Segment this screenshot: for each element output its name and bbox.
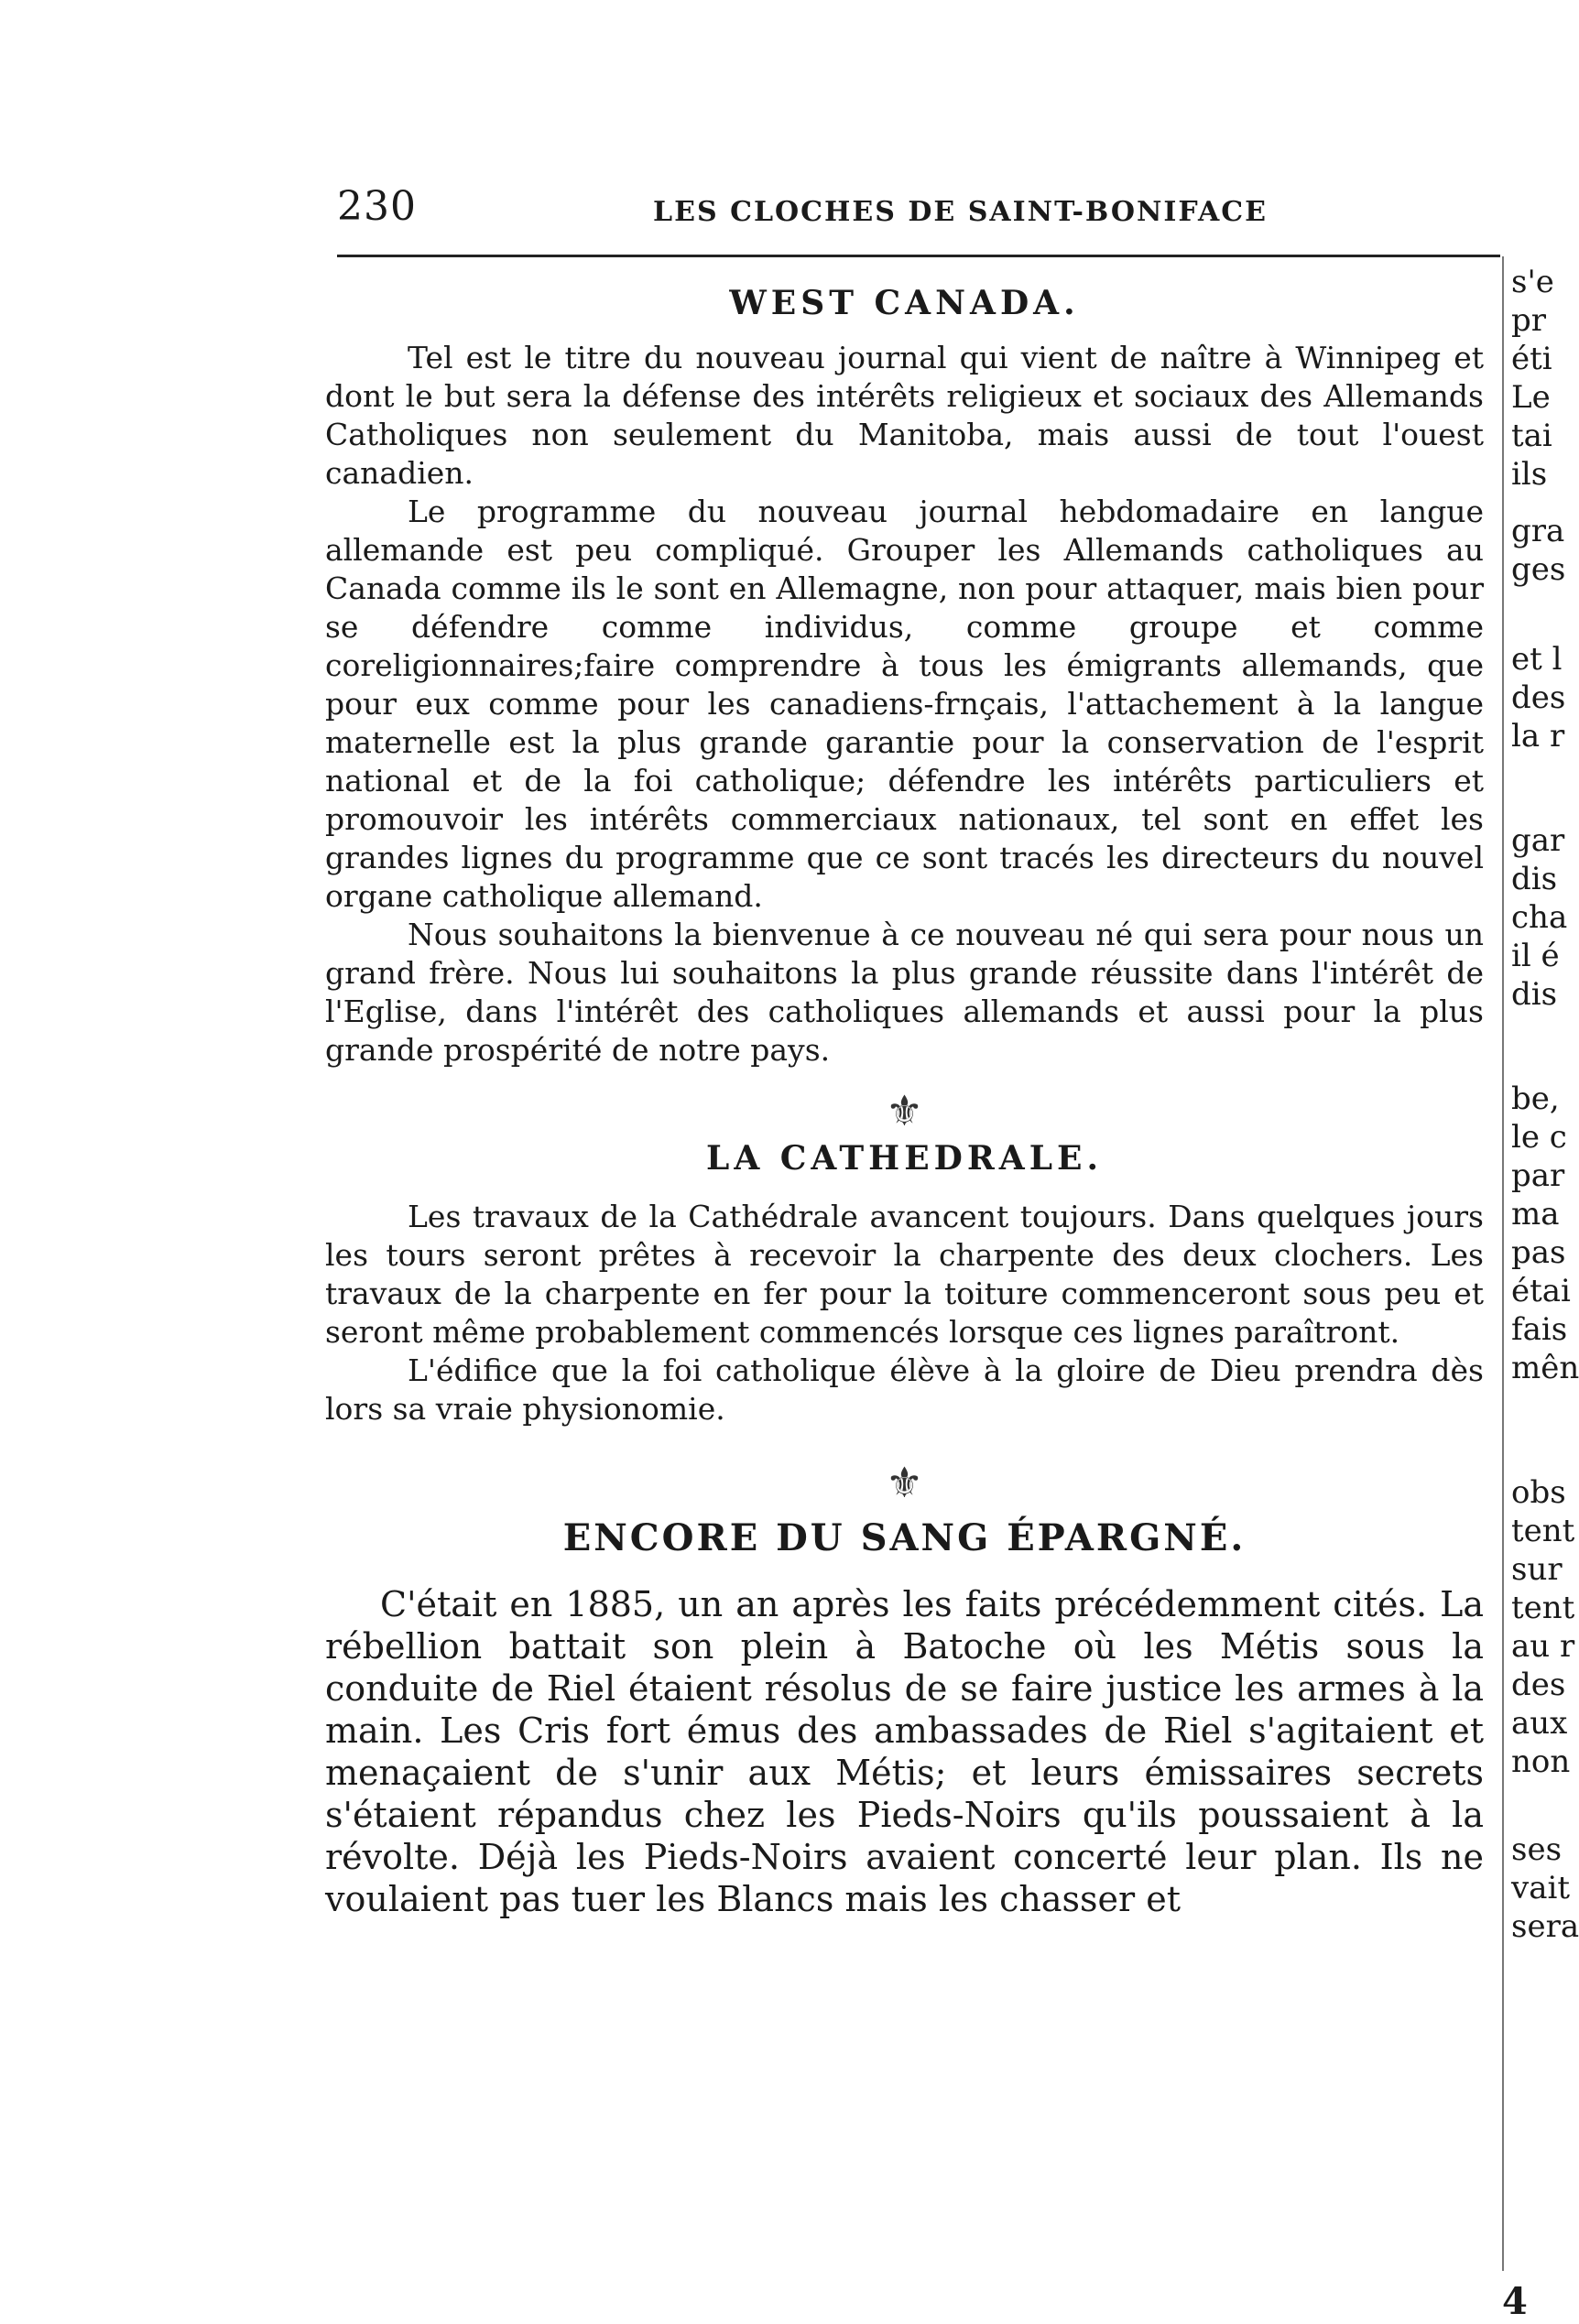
page-number: 230 [337, 183, 417, 230]
facing-page-fragment: be, [1511, 1081, 1560, 1117]
header-rule [337, 255, 1500, 257]
facing-page-fragment: au r [1511, 1628, 1575, 1665]
facing-page-fragment: aux [1511, 1705, 1568, 1742]
facing-page-fragment: obs [1511, 1474, 1566, 1511]
facing-page-fragment: mên [1511, 1350, 1579, 1386]
paragraph: Nous souhaitons la bienvenue à ce nouveau né qui sera pour nous un grand frère. Nous lui souhaitons la plus grande réussite dans l'intérêt de l'Eglise, dans l'intérêt des catholiques allemands et aussi pour la plus grande prospérité de notre pays. [325, 917, 1484, 1068]
facing-page-fragment: gra [1511, 513, 1565, 549]
facing-page-fragment: par [1511, 1157, 1565, 1194]
facing-page-fragment: fais [1511, 1311, 1568, 1348]
facing-page-fragment: ils [1511, 456, 1548, 493]
facing-page-fragment: des [1511, 1667, 1566, 1703]
section-title: LA CATHEDRALE. [706, 1139, 1103, 1178]
text-column [325, 275, 1484, 1920]
paragraph: Les travaux de la Cathédrale avancent toujours. Dans quelques jours les tours seront prêtes à recevoir la charpente des deux clochers. Les travaux de la charpente en fer pour la toiture commenceront sous peu et seront même probablement commencés lorsque ces lignes paraîtront. [325, 1199, 1484, 1350]
facing-page-fragment: la r [1511, 718, 1565, 755]
facing-page-fragment: non [1511, 1743, 1571, 1780]
facing-page-fragment: dis [1511, 861, 1558, 897]
page-header [337, 183, 1509, 238]
paragraph: C'était en 1885, un an après les faits précédemment cités. La rébellion battait son plein à Batoche où les Métis sous la conduite de Riel étaient résolus de se faire justice les armes à la main. Les Cris fort émus des ambassades de Riel s'agitaient et menaçaient de s'unir aux Métis; et leurs émissaires secrets s'étaient répandus chez les Pieds-Noirs qu'ils poussaient à la révolte. Déjà les Pieds-Noirs avaient concerté leur plan. Ils ne voulaient pas tuer les Blancs mais les chasser et [325, 1584, 1484, 1919]
facing-page-fragment: s'e [1511, 264, 1554, 300]
facing-page-fragment: vait [1511, 1870, 1571, 1906]
facing-page-fragment: des [1511, 679, 1566, 716]
section-title: WEST CANADA. [729, 284, 1080, 322]
facing-page-fragment: tent [1511, 1590, 1575, 1626]
facing-page-fragment: sera [1511, 1908, 1579, 1945]
facing-page-fragment: Le [1511, 379, 1551, 416]
article-sang-epargne [325, 1516, 1484, 1920]
paragraph: L'édifice que la foi catholique élève à la gloire de Dieu prendra dès lors sa vraie physionomie. [325, 1352, 1484, 1427]
facing-page-fragment: tai [1511, 418, 1552, 454]
facing-page-fragment: tent [1511, 1513, 1575, 1549]
article-west-canada [325, 284, 1484, 1070]
running-title: LES CLOCHES DE SAINT-BONIFACE [653, 196, 1268, 228]
facing-page-fragment: gar [1511, 822, 1565, 859]
facing-page-fragment: éti [1511, 341, 1552, 377]
paragraph: Tel est le titre du nouveau journal qui vient de naître à Winnipeg et dont le but sera la défense des intérêts religieux et sociaux des Allemands Catholiques non seulement du Manitoba, mais aussi de tout l'ouest canadien. [325, 340, 1484, 491]
fleur-de-lis-ornament: ⚜ [885, 1086, 924, 1135]
fleur-de-lis-ornament: ⚜ [885, 1458, 924, 1507]
facing-page-fragment: cha [1511, 899, 1568, 936]
facing-page-edge [1502, 256, 1579, 2271]
section-title: ENCORE DU SANG ÉPARGNÉ. [562, 1516, 1247, 1559]
paragraph: Le programme du nouveau journal hebdomadaire en langue allemande est peu compliqué. Grouper les Allemands catholiques au Canada comme ils le sont en Allemagne, non pour attaquer, mais bien pour se défendre comme individus, comme groupe et comme coreligionnaires;faire comprendre à tous les émigrants allemands, que pour eux comme pour les canadiens-frnçais, l'attachement à la langue maternelle est la plus grande garantie pour la conservation de l'esprit national et de la foi catholique; défendre les intérêts particuliers et promouvoir les intérêts commerciaux nationaux, tel sont en effet les grandes lignes du programme que ce sont tracés les directeurs du nouvel organe catholique allemand. [325, 494, 1484, 914]
facing-page-fragment: ma [1511, 1196, 1560, 1233]
facing-page-fragment: il é [1511, 938, 1560, 974]
facing-page-fragment: étai [1511, 1273, 1571, 1309]
facing-page-fragment: ses [1511, 1831, 1563, 1868]
facing-page-fragment: dis [1511, 976, 1558, 1013]
facing-page-fragment: et l [1511, 641, 1563, 678]
article-cathedrale [325, 1139, 1484, 1428]
facing-page-fragment: pas [1511, 1234, 1566, 1271]
facing-page-fragment: le c [1511, 1119, 1567, 1156]
bottom-corner-mark: 4 [1502, 2280, 1528, 2323]
facing-page-fragment: ges [1511, 551, 1566, 588]
facing-page-fragment: pr [1511, 302, 1547, 339]
facing-page-fragment: sur [1511, 1551, 1563, 1588]
